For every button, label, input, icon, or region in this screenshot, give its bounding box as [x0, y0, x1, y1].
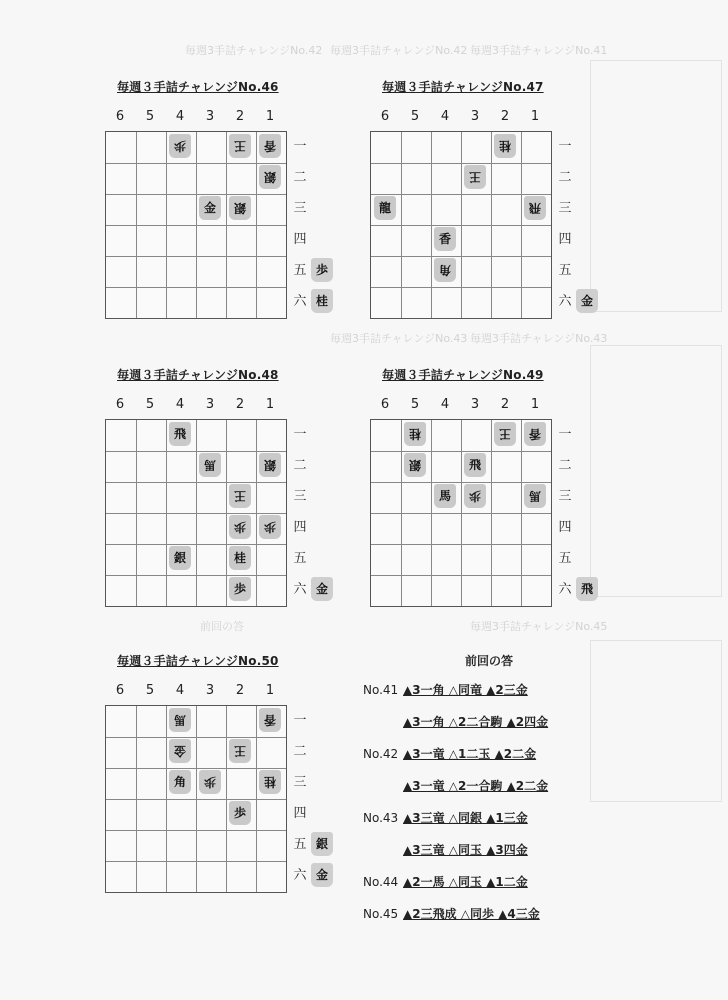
- shogi-piece: 角: [169, 770, 191, 794]
- answer-line: [363, 714, 548, 730]
- shogi-piece: 王: [229, 739, 251, 763]
- shogi-piece: 桂: [494, 134, 516, 158]
- shogi-board: [370, 131, 552, 319]
- column-label: 1: [265, 109, 275, 124]
- answer-line: [363, 906, 540, 922]
- shogi-piece: 歩: [229, 801, 251, 825]
- row-label: 五: [293, 837, 307, 852]
- column-label: 5: [145, 683, 155, 698]
- answer-number: No.45: [363, 907, 399, 921]
- shogi-piece: 馬: [199, 453, 221, 477]
- row-label: 五: [293, 263, 307, 278]
- grid-line: [106, 513, 286, 514]
- shogi-piece: 金: [169, 739, 191, 763]
- shogi-board: [105, 705, 287, 893]
- puzzle-title: 毎週３手詰チャレンジNo.49: [382, 368, 544, 382]
- column-label: 4: [175, 109, 185, 124]
- column-label: 6: [115, 109, 125, 124]
- answers-title: 前回の答: [465, 654, 514, 668]
- ghost-text: 毎週3手詰チャレンジNo.43: [470, 332, 608, 345]
- shogi-piece: 桂: [404, 422, 426, 446]
- column-label: 1: [530, 109, 540, 124]
- shogi-piece: 歩: [199, 770, 221, 794]
- answer-line: [363, 778, 548, 794]
- grid-line: [106, 225, 286, 226]
- grid-line: [371, 575, 551, 576]
- row-label: 六: [293, 868, 307, 883]
- shogi-piece: 飛: [524, 196, 546, 220]
- shogi-board: [105, 131, 287, 319]
- column-label: 6: [380, 109, 390, 124]
- ghost-text: 毎週3手詰チャレンジNo.43: [330, 332, 468, 345]
- grid-line: [106, 451, 286, 452]
- shogi-piece: 歩: [229, 515, 251, 539]
- answer-line: [363, 842, 528, 858]
- shogi-piece: 銀: [229, 196, 251, 220]
- grid-line: [106, 163, 286, 164]
- shogi-piece: 銀: [169, 546, 191, 570]
- grid-line: [106, 544, 286, 545]
- shogi-piece: 馬: [524, 484, 546, 508]
- grid-line: [106, 768, 286, 769]
- shogi-piece: 香: [259, 708, 281, 732]
- column-label: 4: [440, 109, 450, 124]
- row-label: 二: [293, 458, 307, 473]
- grid-line: [106, 575, 286, 576]
- row-label: 五: [558, 551, 572, 566]
- column-label: 2: [235, 109, 245, 124]
- row-label: 二: [558, 458, 572, 473]
- grid-line: [371, 513, 551, 514]
- shogi-piece: 桂: [259, 770, 281, 794]
- column-label: 2: [235, 683, 245, 698]
- grid-line: [371, 163, 551, 164]
- answer-moves: ▲2三飛成 △同歩 ▲4三金: [403, 907, 540, 921]
- hand-piece: 銀: [311, 832, 333, 856]
- shogi-piece: 飛: [169, 422, 191, 446]
- column-label: 1: [530, 397, 540, 412]
- grid-line: [371, 287, 551, 288]
- row-label: 三: [558, 201, 572, 216]
- hand-piece: 金: [576, 289, 598, 313]
- shogi-piece: 飛: [464, 453, 486, 477]
- row-label: 三: [293, 489, 307, 504]
- column-label: 3: [205, 109, 215, 124]
- grid-line: [371, 194, 551, 195]
- column-label: 5: [410, 109, 420, 124]
- answer-moves: ▲2一馬 △同玉 ▲1二金: [403, 875, 528, 889]
- shogi-piece: 銀: [259, 453, 281, 477]
- row-label: 三: [293, 201, 307, 216]
- answer-number: No.42: [363, 747, 399, 761]
- shogi-piece: 龍: [374, 196, 396, 220]
- column-label: 5: [410, 397, 420, 412]
- grid-line: [106, 861, 286, 862]
- grid-line: [371, 225, 551, 226]
- shogi-piece: 歩: [229, 577, 251, 601]
- grid-line: [106, 830, 286, 831]
- ghost-board: [590, 640, 722, 802]
- grid-line: [371, 482, 551, 483]
- shogi-piece: 王: [494, 422, 516, 446]
- puzzle-title: 毎週３手詰チャレンジNo.48: [117, 368, 279, 382]
- column-label: 1: [265, 683, 275, 698]
- ghost-text: 毎週3手詰チャレンジNo.41: [470, 44, 608, 57]
- column-labels: [370, 397, 550, 413]
- column-label: 1: [265, 397, 275, 412]
- row-label: 三: [293, 775, 307, 790]
- answer-moves: ▲3一竜 △1二玉 ▲2二金: [403, 747, 537, 761]
- column-label: 2: [500, 397, 510, 412]
- grid-line: [106, 737, 286, 738]
- row-label: 六: [558, 582, 572, 597]
- row-label: 四: [293, 232, 307, 247]
- row-label: 四: [558, 520, 572, 535]
- column-label: 3: [470, 109, 480, 124]
- row-label: 六: [293, 294, 307, 309]
- column-label: 3: [205, 397, 215, 412]
- column-labels: [370, 109, 550, 125]
- hand-piece: 金: [311, 863, 333, 887]
- column-label: 5: [145, 109, 155, 124]
- grid-line: [371, 256, 551, 257]
- column-label: 6: [115, 397, 125, 412]
- row-label: 五: [293, 551, 307, 566]
- column-label: 6: [115, 683, 125, 698]
- row-label: 一: [558, 139, 572, 154]
- column-label: 4: [175, 683, 185, 698]
- answer-moves: ▲3一角 △2二合駒 ▲2四金: [403, 715, 549, 729]
- hand-piece: 桂: [311, 289, 333, 313]
- column-label: 3: [205, 683, 215, 698]
- shogi-piece: 歩: [464, 484, 486, 508]
- shogi-piece: 銀: [404, 453, 426, 477]
- hand-piece: 金: [311, 577, 333, 601]
- row-label: 二: [293, 744, 307, 759]
- row-label: 四: [293, 806, 307, 821]
- row-label: 一: [293, 139, 307, 154]
- row-label: 二: [293, 170, 307, 185]
- row-label: 三: [558, 489, 572, 504]
- row-label: 一: [293, 427, 307, 442]
- column-label: 6: [380, 397, 390, 412]
- row-label: 六: [558, 294, 572, 309]
- column-labels: [105, 397, 285, 413]
- answer-line: [363, 874, 528, 890]
- column-labels: [105, 683, 285, 699]
- row-label: 四: [293, 520, 307, 535]
- column-label: 4: [440, 397, 450, 412]
- shogi-piece: 桂: [229, 546, 251, 570]
- answer-line: [363, 746, 536, 762]
- answer-number: No.43: [363, 811, 399, 825]
- shogi-piece: 歩: [259, 515, 281, 539]
- column-labels: [105, 109, 285, 125]
- ghost-board: [590, 60, 722, 312]
- answer-line: [363, 682, 528, 698]
- answer-moves: ▲3三竜 △同玉 ▲3四金: [403, 843, 528, 857]
- shogi-piece: 香: [259, 134, 281, 158]
- shogi-piece: 王: [229, 484, 251, 508]
- answer-moves: ▲3一竜 △2一合駒 ▲2二金: [403, 779, 549, 793]
- answer-number: No.41: [363, 683, 399, 697]
- shogi-piece: 王: [229, 134, 251, 158]
- shogi-piece: 歩: [169, 134, 191, 158]
- answer-moves: ▲3三竜 △同銀 ▲1三金: [403, 811, 528, 825]
- hand-piece: 歩: [311, 258, 333, 282]
- puzzle-title: 毎週３手詰チャレンジNo.46: [117, 80, 279, 94]
- shogi-piece: 王: [464, 165, 486, 189]
- row-label: 一: [558, 427, 572, 442]
- ghost-text: 毎週3手詰チャレンジNo.42: [185, 44, 323, 57]
- shogi-piece: 角: [434, 258, 456, 282]
- column-label: 5: [145, 397, 155, 412]
- row-label: 五: [558, 263, 572, 278]
- shogi-piece: 香: [524, 422, 546, 446]
- shogi-piece: 馬: [169, 708, 191, 732]
- grid-line: [106, 287, 286, 288]
- grid-line: [371, 451, 551, 452]
- row-label: 二: [558, 170, 572, 185]
- shogi-piece: 香: [434, 227, 456, 251]
- grid-line: [106, 194, 286, 195]
- ghost-text: 毎週3手詰チャレンジNo.42: [330, 44, 468, 57]
- grid-line: [371, 544, 551, 545]
- column-label: 2: [500, 109, 510, 124]
- ghost-board: [590, 345, 722, 597]
- puzzle-title: 毎週３手詰チャレンジNo.50: [117, 654, 279, 668]
- shogi-board: [105, 419, 287, 607]
- answer-number: No.44: [363, 875, 399, 889]
- shogi-board: [370, 419, 552, 607]
- answer-line: [363, 810, 528, 826]
- puzzle-title: 毎週３手詰チャレンジNo.47: [382, 80, 544, 94]
- answer-moves: ▲3一角 △同竜 ▲2三金: [403, 683, 528, 697]
- row-label: 六: [293, 582, 307, 597]
- ghost-text: 前回の答: [200, 620, 244, 633]
- shogi-piece: 馬: [434, 484, 456, 508]
- row-label: 四: [558, 232, 572, 247]
- row-label: 一: [293, 713, 307, 728]
- column-label: 3: [470, 397, 480, 412]
- grid-line: [106, 256, 286, 257]
- grid-line: [106, 799, 286, 800]
- grid-line: [106, 482, 286, 483]
- hand-piece: 飛: [576, 577, 598, 601]
- shogi-piece: 金: [199, 196, 221, 220]
- column-label: 4: [175, 397, 185, 412]
- ghost-text: 毎週3手詰チャレンジNo.45: [470, 620, 608, 633]
- column-label: 2: [235, 397, 245, 412]
- shogi-piece: 銀: [259, 165, 281, 189]
